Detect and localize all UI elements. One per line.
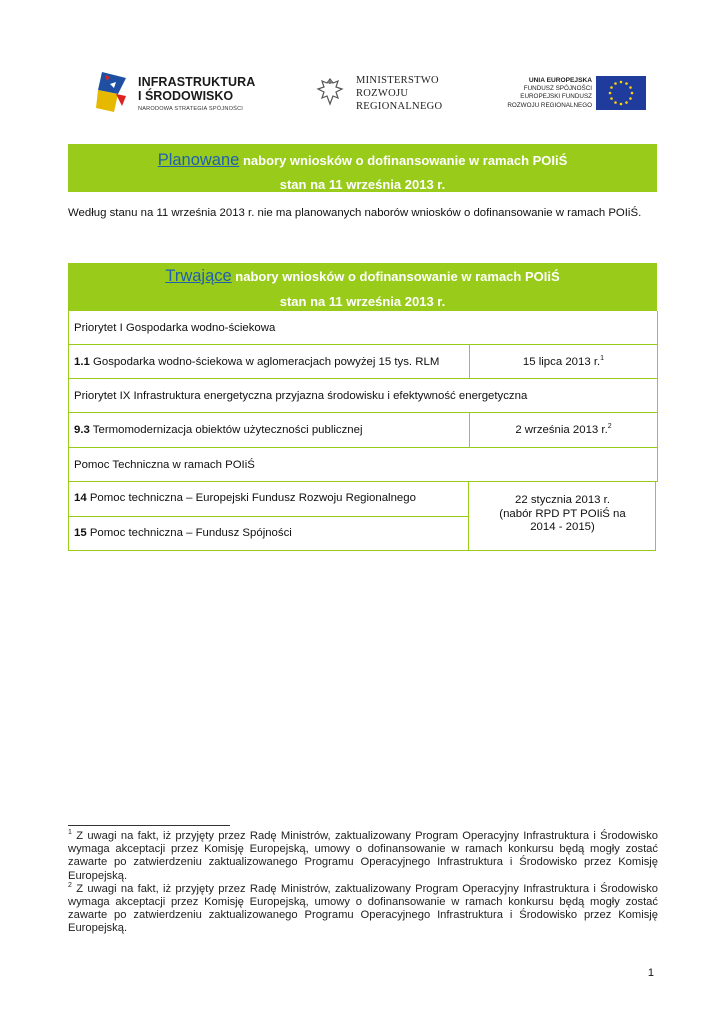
eu-line1: UNIA EUROPEJSKA [528, 77, 592, 84]
row-divider [69, 516, 468, 517]
ministry-line2: ROZWOJU [356, 88, 409, 99]
ongoing-highlight: Trwające [165, 267, 232, 285]
infrastruktura-srodowisko-logo [96, 68, 266, 120]
footnotes [68, 830, 658, 936]
priority-heading: Priorytet I Gospodarka wodno-ściekowa [74, 321, 276, 334]
eu-line4: ROZWOJU REGIONALNEGO [507, 101, 592, 109]
footnote-ref[interactable]: 1 [600, 354, 605, 362]
ongoing-date: stan na 11 września 2013 r. [279, 294, 446, 309]
footnote-mark: 1 [68, 829, 72, 836]
date-cell [469, 413, 657, 447]
measure-name: Pomoc techniczna – Europejski Fundusz Rozwoju Regionalnego [86, 492, 416, 504]
measure-date: 2 września 2013 r. [515, 424, 608, 436]
eu-line3: EUROPEJSKI FUNDUSZ [520, 93, 592, 101]
measure-cell [74, 527, 292, 539]
merged-date-line3: 2014 - 2015) [530, 521, 595, 533]
measure-number: 14 [74, 492, 87, 504]
merged-date-cell [469, 494, 656, 535]
footnote-mark: 2 [68, 881, 72, 889]
measure-cell [74, 492, 416, 504]
table-row [69, 345, 657, 379]
footnote-text: Z uwagi na fakt, iż przyjęty przez Radę Ministrów, zaktualizowany Program Operacyjny Infrastruktura i Środowisko wymaga akceptacji przez Komisję Europejską, umowy o dofinansowanie w ramach konkursu będą mogły zostać zawarte po zatwierdzeniu zaktualizowanego Programu Operacyjnego Infrastruktura i Środowisko przez Komisję Europejską. [68, 830, 658, 882]
merged-date-line1: 22 stycznia 2013 r. [515, 494, 610, 506]
infra-tagline: NARODOWA STRATEGIA SPÓJNOŚCI [138, 106, 244, 112]
ongoing-title [68, 267, 657, 286]
planned-date: stan na 11 września 2013 r. [279, 177, 446, 192]
eu-flag-icon [596, 76, 646, 110]
infra-title-line1: INFRASTRUKTURA [138, 75, 256, 89]
page-number: 1 [647, 967, 654, 979]
footnote-separator [68, 825, 230, 826]
measure-name: Gospodarka wodno-ściekowa w aglomeracjach powyżej 15 tys. RLM [89, 355, 440, 368]
priority-heading: Pomoc Techniczna w ramach POIiŚ [74, 458, 255, 471]
measure-name: Termomodernizacja obiektów użyteczności publicznej [89, 424, 363, 436]
measure-cell [69, 345, 468, 378]
planned-title [68, 151, 657, 170]
infrastruktura-logo-icon [96, 70, 130, 114]
footnote-1 [68, 830, 658, 883]
technical-assistance-rows [68, 482, 656, 551]
footnote-2 [68, 883, 658, 936]
measure-number: 15 [74, 527, 87, 539]
eu-text [507, 77, 592, 110]
measure-cell [69, 413, 468, 447]
ministry-name [356, 74, 442, 113]
eu-logo [500, 74, 650, 114]
table-row [69, 448, 657, 482]
ongoing-header-band [68, 263, 657, 311]
priority-heading: Priorytet IX Infrastruktura energetyczna przyjazna środowisku i efektywność energetyczna [74, 389, 528, 402]
table-row [69, 379, 657, 413]
footnote-ref[interactable]: 2 [607, 423, 612, 430]
table-row [69, 413, 657, 448]
measure-number: 9.3 [74, 424, 90, 436]
calls-table [68, 311, 658, 482]
ministry-line1: MINISTERSTWO [356, 75, 439, 86]
planned-title-rest: nabory wniosków o dofinansowanie w ramach POIiŚ [239, 153, 568, 168]
date-cell [469, 345, 657, 378]
measure-number: 1.1 [74, 355, 90, 368]
eu-line2: FUNDUSZ SPÓJNOŚCI [523, 85, 592, 93]
infra-title-line2: I ŚRODOWISKO [138, 89, 234, 103]
merged-date-line2: (nabór RPD PT POIiŚ na [499, 507, 626, 520]
ministry-logo [316, 72, 456, 114]
table-row [69, 311, 657, 345]
planned-header-band [68, 144, 657, 192]
ongoing-title-rest: nabory wniosków o dofinansowanie w ramach POIiŚ [231, 269, 560, 284]
eagle-emblem-icon [316, 76, 344, 108]
measure-name: Pomoc techniczna – Fundusz Spójności [86, 527, 292, 539]
measure-date: 15 lipca 2013 r. [522, 355, 601, 368]
footnote-text: Z uwagi na fakt, iż przyjęty przez Radę Ministrów, zaktualizowany Program Operacyjny Infrastruktura i Środowisko wymaga akceptacji przez Komisję Europejską, umowy o dofinansowanie w ramach konkursu będą mogły zostać zawarte po zatwierdzeniu zaktualizowanego Programu Operacyjnego Infrastruktura i Środowisko przez Komisję Europejską. [68, 882, 658, 935]
planned-text: Według stanu na 11 września 2013 r. nie ma planowanych naborów wniosków o dofinansowanie w ramach POIiŚ. [68, 207, 642, 219]
planned-highlight: Planowane [157, 151, 240, 169]
ministry-line3: REGIONALNEGO [356, 101, 443, 112]
